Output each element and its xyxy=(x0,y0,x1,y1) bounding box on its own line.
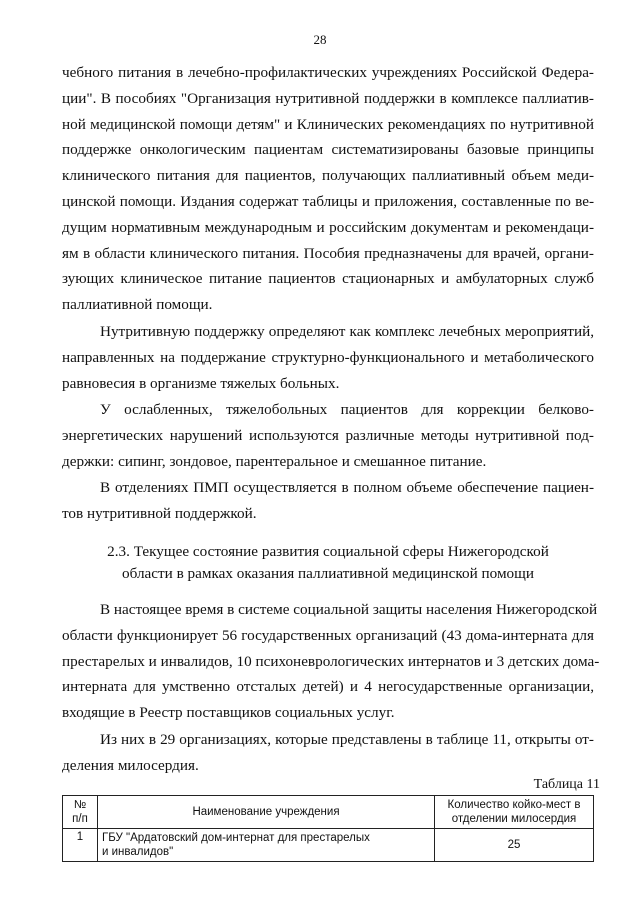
text-line: ной медицинской помощи детям" и Клинических рекомендациях по нутритивной xyxy=(62,115,594,133)
text-line: ям в области клинического питания. Пособия предназначены для врачей, органи- xyxy=(62,244,594,262)
text-line: дущим нормативным международным и российским документам и рекомендаци- xyxy=(62,218,594,236)
text-line: интерната для умственно отсталых детей) и 4 негосударственные организации, xyxy=(62,678,594,696)
methods-paragraph xyxy=(62,397,594,474)
heading-line: области в рамках оказания паллиативной медицинской помощи xyxy=(122,565,534,582)
text-line: Из них в 29 организациях, которые представлены в таблице 11, открыты от- xyxy=(100,731,594,748)
text-line: паллиативной помощи. xyxy=(62,296,213,314)
mercy-departments-paragraph xyxy=(62,727,594,779)
text-line: цинской помощи. Издания содержат таблицы и приложения, составленные по ве- xyxy=(62,192,594,210)
pmp-paragraph xyxy=(62,475,594,527)
text-line: направленных на поддержание структурно-функционального и метаболического xyxy=(62,348,594,366)
text-line: деления милосердия. xyxy=(62,756,199,774)
institutions-table xyxy=(62,795,594,862)
text-line: поддержке онкологическим пациентам систематизированы базовые принципы xyxy=(62,141,594,159)
institution-name-line: ГБУ "Ардатовский дом-интернат для престарелых xyxy=(102,832,370,844)
header-institution-name: Наименование учреждения xyxy=(98,796,435,829)
text-line: энергетических нарушений используются различные методы нутритивной под- xyxy=(62,426,594,444)
table-header-row xyxy=(63,796,594,829)
text-line: клинического питания для пациентов, получающих паллиативный объем меди- xyxy=(62,167,594,185)
header-number-line: п/п xyxy=(72,813,88,825)
bed-count: 25 xyxy=(435,829,594,862)
header-number xyxy=(63,796,98,829)
text-line: В отделениях ПМП осуществляется в полном объеме обеспечение пациен- xyxy=(100,479,594,496)
header-beds-line: отделении милосердия xyxy=(451,813,577,825)
header-beds-line: Количество койко-мест в xyxy=(447,799,581,811)
text-line: В настоящее время в системе социальной защиты населения Нижегородской xyxy=(100,601,598,618)
header-bed-count xyxy=(435,796,594,829)
text-line: области функционирует 56 государственных организаций (43 дома-интерната для xyxy=(62,626,594,644)
text-line: ции". В пособиях "Организация нутритивной поддержки в комплексе паллиатив- xyxy=(62,89,594,107)
text-line: равновесия в организме тяжелых больных. xyxy=(62,374,340,392)
text-line: входящие в Реестр поставщиков социальных услуг. xyxy=(62,704,395,722)
row-number: 1 xyxy=(63,829,98,862)
intro-paragraph xyxy=(62,60,594,318)
institution-name xyxy=(98,829,435,862)
table-caption: Таблица 11 xyxy=(533,777,600,792)
text-line: У ослабленных, тяжелобольных пациентов для коррекции белково- xyxy=(100,401,594,418)
section-heading xyxy=(62,541,594,585)
text-line: держки: сипинг, зондовое, парентеральное и смешанное питание. xyxy=(62,452,487,470)
institution-name-line: и инвалидов" xyxy=(102,846,174,858)
text-line: зующих клиническое питание пациентов стационарных и амбулаторных служб xyxy=(62,270,594,288)
text-line: престарелых и инвалидов, 10 психоневрологических интернатов и 3 детских дома- xyxy=(62,652,600,670)
header-number-line: № xyxy=(73,799,87,811)
social-system-paragraph xyxy=(62,597,600,726)
text-line: Нутритивную поддержку определяют как комплекс лечебных мероприятий, xyxy=(100,323,594,340)
text-line: чебного питания в лечебно-профилактических учреждениях Российской Федера- xyxy=(62,64,594,81)
table-row xyxy=(63,829,594,862)
heading-line: 2.3. Текущее состояние развития социальной сферы Нижегородской xyxy=(107,543,549,560)
text-line: тов нутритивной поддержкой. xyxy=(62,504,257,522)
page-number: 28 xyxy=(313,32,327,47)
nutritional-support-paragraph xyxy=(62,319,594,396)
